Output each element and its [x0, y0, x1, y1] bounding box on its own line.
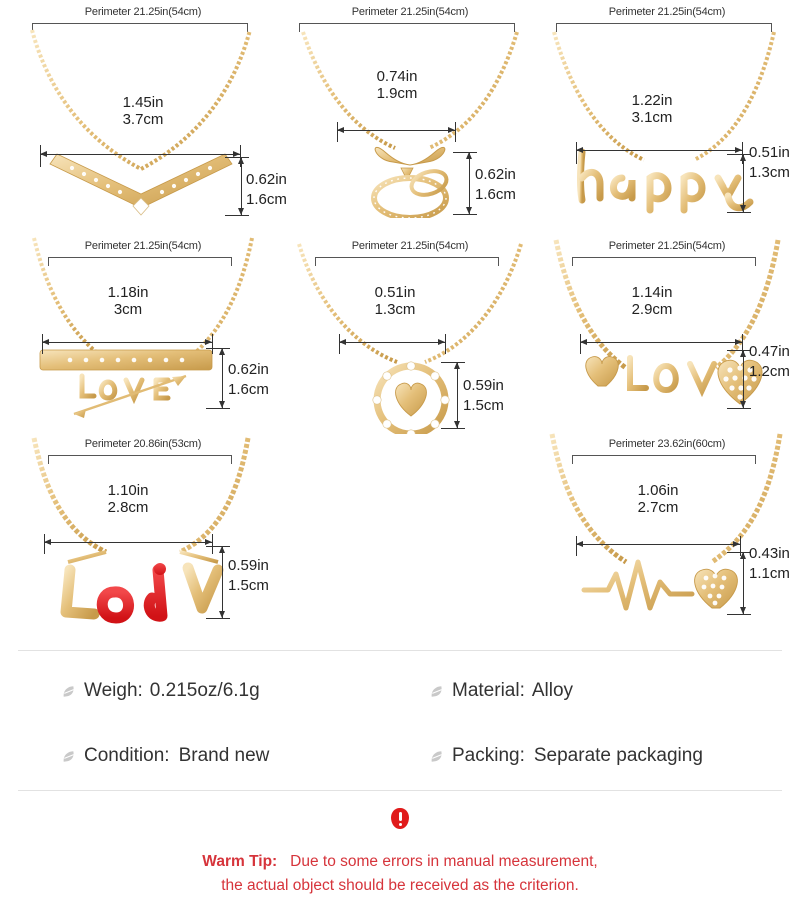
width-inches: 0.51in	[374, 284, 416, 301]
height-tick-top	[206, 546, 230, 547]
width-cm: 2.7cm	[637, 499, 679, 517]
spec-value: Alloy	[531, 680, 574, 701]
perimeter-label: Perimeter 21.25in(54cm)	[351, 240, 469, 252]
height-tick-top	[206, 348, 230, 349]
leaf-bullet-icon	[430, 685, 445, 698]
height-inches: 0.59in	[228, 557, 269, 574]
spec-condition	[62, 745, 269, 767]
divider-top	[18, 650, 782, 651]
height-tick-top	[727, 154, 751, 155]
width-arrow	[580, 342, 742, 343]
height-arrow	[457, 362, 458, 428]
height-cm: 1.6cm	[475, 185, 516, 203]
perimeter-label: Perimeter 21.25in(54cm)	[608, 240, 726, 252]
height-cm: 1.5cm	[228, 576, 269, 594]
height-tick-bottom	[206, 618, 230, 619]
perimeter-label: Perimeter 21.25in(54cm)	[84, 6, 202, 18]
height-tick-top	[453, 152, 477, 153]
warning-exclamation-icon	[391, 808, 409, 834]
height-tick-bottom	[727, 212, 751, 213]
warm-tip-line-1: Due to some errors in manual measurement,	[290, 853, 598, 870]
product-cell-red-love-letters-necklace	[10, 412, 276, 650]
height-arrow	[469, 152, 470, 214]
width-cm: 2.9cm	[631, 301, 673, 319]
product-cell-love-heart-pave-necklace	[534, 218, 800, 434]
spec-value: Separate packaging	[533, 745, 703, 766]
width-tick-left	[44, 534, 45, 554]
width-cm: 3cm	[113, 301, 143, 319]
height-cm: 1.3cm	[749, 163, 790, 181]
width-tick-right	[445, 334, 446, 354]
height-tick-top	[727, 350, 751, 351]
product-cell-v-shape-pave-necklace	[10, 2, 287, 218]
height-arrow	[743, 154, 744, 212]
height-tick-bottom	[727, 408, 751, 409]
spec-material	[430, 680, 573, 702]
necklace-illustration	[534, 412, 800, 650]
width-tick-right	[212, 534, 213, 554]
height-cm: 1.6cm	[228, 380, 269, 398]
height-inches: 0.62in	[475, 166, 516, 183]
leaf-bullet-icon	[430, 750, 445, 763]
height-tick-top	[225, 157, 249, 158]
height-inches: 0.62in	[246, 171, 287, 188]
height-tick-bottom	[453, 214, 477, 215]
width-inches: 1.22in	[631, 92, 673, 109]
width-inches: 1.10in	[107, 482, 149, 499]
width-tick-left	[40, 145, 41, 167]
width-inches: 1.45in	[122, 94, 164, 111]
spec-label: Material:	[452, 680, 525, 701]
divider-bottom	[18, 790, 782, 791]
width-tick-left	[580, 334, 581, 354]
height-inches: 0.59in	[463, 377, 504, 394]
width-arrow	[40, 154, 240, 155]
perimeter-label: Perimeter 23.62in(60cm)	[608, 438, 726, 450]
perimeter-label: Perimeter 20.86in(53cm)	[84, 438, 202, 450]
width-inches: 1.06in	[637, 482, 679, 499]
width-cm: 3.1cm	[631, 109, 673, 127]
perimeter-label: Perimeter 21.25in(54cm)	[608, 6, 726, 18]
spec-label: Packing:	[452, 745, 525, 766]
width-tick-right	[212, 334, 213, 354]
height-tick-bottom	[727, 614, 751, 615]
width-arrow	[576, 150, 742, 151]
width-inches: 1.14in	[631, 284, 673, 301]
product-cell-heart-circle-halo-necklace	[277, 218, 543, 434]
spec-value: Brand new	[178, 745, 270, 766]
width-arrow	[42, 342, 212, 343]
height-inches: 0.62in	[228, 361, 269, 378]
perimeter-label: Perimeter 21.25in(54cm)	[351, 6, 469, 18]
width-arrow	[576, 544, 740, 545]
height-arrow	[241, 157, 242, 215]
width-cm: 2.8cm	[107, 499, 149, 517]
warm-tip-block	[0, 850, 800, 898]
height-cm: 1.2cm	[749, 362, 790, 380]
width-arrow	[44, 542, 212, 543]
height-tick-bottom	[441, 428, 465, 429]
height-arrow	[743, 552, 744, 614]
height-arrow	[743, 350, 744, 408]
spec-value: 0.215oz/6.1g	[149, 680, 260, 701]
height-tick-bottom	[225, 215, 249, 216]
width-tick-left	[337, 122, 338, 142]
width-arrow	[339, 342, 445, 343]
height-cm: 1.1cm	[749, 564, 790, 582]
width-tick-left	[576, 142, 577, 164]
height-inches: 0.43in	[749, 545, 790, 562]
width-inches: 0.74in	[376, 68, 418, 85]
product-cell-love-bar-arrow-necklace	[10, 218, 276, 434]
spec-weight	[62, 680, 260, 702]
warm-tip-title: Warm Tip:	[202, 853, 278, 870]
width-cm: 1.9cm	[376, 85, 418, 103]
width-tick-right	[455, 122, 456, 142]
spec-label: Condition:	[84, 745, 170, 766]
height-tick-bottom	[206, 408, 230, 409]
width-tick-left	[42, 334, 43, 354]
height-tick-top	[727, 552, 751, 553]
width-tick-left	[576, 536, 577, 556]
leaf-bullet-icon	[62, 750, 77, 763]
height-inches: 0.47in	[749, 343, 790, 360]
necklace-illustration	[10, 218, 276, 434]
height-tick-top	[441, 362, 465, 363]
width-inches: 1.18in	[107, 284, 149, 301]
width-cm: 1.3cm	[374, 301, 416, 319]
product-cell-heartbeat-necklace	[534, 412, 800, 650]
product-cell-happy-script-necklace	[534, 2, 800, 218]
width-cm: 3.7cm	[122, 111, 164, 129]
perimeter-label: Perimeter 21.25in(54cm)	[84, 240, 202, 252]
necklace-illustration	[534, 218, 800, 434]
height-arrow	[222, 348, 223, 408]
spec-packing	[430, 745, 703, 767]
height-inches: 0.51in	[749, 144, 790, 161]
width-tick-left	[339, 334, 340, 354]
height-cm: 1.5cm	[463, 396, 504, 414]
spec-label: Weigh:	[84, 680, 143, 701]
width-arrow	[337, 130, 455, 131]
height-arrow	[222, 546, 223, 618]
product-cell-bow-oval-necklace	[277, 2, 543, 218]
leaf-bullet-icon	[62, 685, 77, 698]
warm-tip-line-2: the actual object should be received as the criterion.	[221, 877, 579, 895]
height-cm: 1.6cm	[246, 190, 287, 208]
specification-list	[0, 660, 800, 785]
necklace-illustration	[10, 412, 276, 650]
